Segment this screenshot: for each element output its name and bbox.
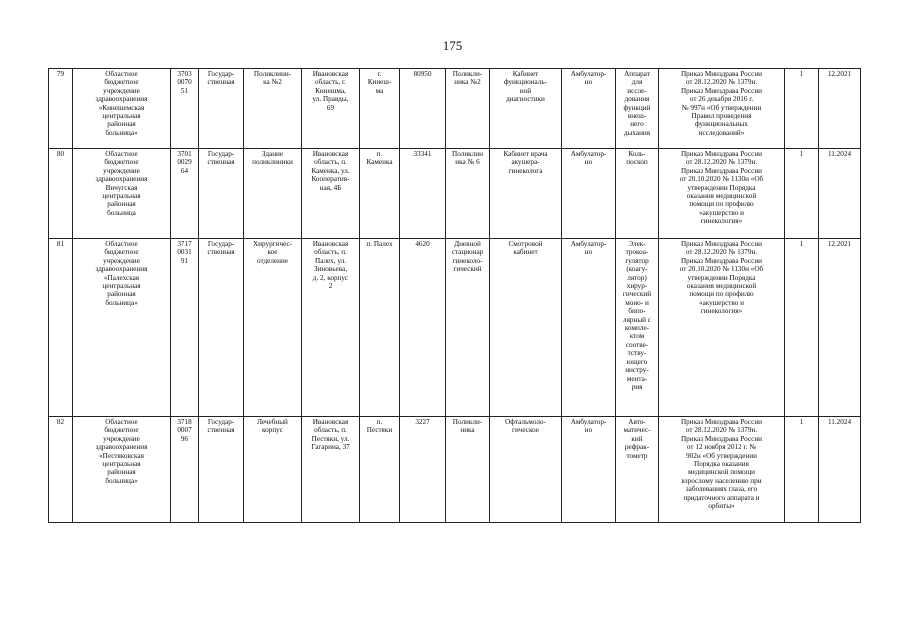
- cell-oktmo: 3227: [400, 417, 446, 523]
- cell-qty: 1: [785, 69, 819, 149]
- cell-equipment: Авто- матичес- кий рефрак- тометр: [616, 417, 659, 523]
- cell-address: Ивановская область, п. Каменка, ул. Кооператив- ная, 4Б: [302, 149, 360, 239]
- cell-settlement: п. Палех: [360, 239, 400, 417]
- cell-room: Кабинет функциональ- ной диагностики: [490, 69, 562, 149]
- cell-form: Государ- ственная: [199, 69, 244, 149]
- cell-care: Амбулатор- но: [562, 239, 616, 417]
- cell-room: Кабинет врача акушера- гинеколога: [490, 149, 562, 239]
- cell-form: Государ- ственная: [199, 149, 244, 239]
- cell-code: 3701 0029 64: [171, 149, 199, 239]
- cell-qty: 1: [785, 149, 819, 239]
- equipment-register-table: [48, 68, 861, 523]
- cell-oktmo: 33341: [400, 149, 446, 239]
- cell-order: Приказ Минздрава России от 28.12.2020 № 1379н. Приказ Минздрава России от 12 ноября 2012 г. № 902н «Об утверждении Порядка оказания медицинской помощи взрослому населению при заболеваниях глаза, его придаточного аппарата и орбиты»: [659, 417, 785, 523]
- table-row: [49, 417, 861, 523]
- cell-unit: Лечебный корпус: [244, 417, 302, 523]
- cell-address: Ивановская область, г. Кинешма, ул. Правды, 69: [302, 69, 360, 149]
- cell-address: Ивановская область, п. Палех, ул. Зиновьева, д. 2, корпус 2: [302, 239, 360, 417]
- cell-settlement: п. Каменка: [360, 149, 400, 239]
- cell-room: Офтальмоло- гическое: [490, 417, 562, 523]
- cell-settlement: г. Кинеш- ма: [360, 69, 400, 149]
- cell-num: 82: [49, 417, 73, 523]
- cell-date: 12.2021: [819, 69, 861, 149]
- cell-order: Приказ Минздрава России от 28.12.2020 № 1379н. Приказ Минздрава России от 26 декабря 2016 г. № 997н «Об утверждении Правил проведения функциональных исследований»: [659, 69, 785, 149]
- cell-unit: Поликлини- ка №2: [244, 69, 302, 149]
- cell-order: Приказ Минздрава России от 28.12.2020 № 1379н. Приказ Минздрава России от 20.10.2020 № 1130н «Об утверждении Порядка оказания медицинской помощи по профилю «акушерство и гинекология»: [659, 149, 785, 239]
- cell-date: 11.2024: [819, 149, 861, 239]
- cell-dept: Поликлин ика № 6: [446, 149, 490, 239]
- cell-dept: Поликли- ника: [446, 417, 490, 523]
- cell-date: 11.2024: [819, 417, 861, 523]
- cell-equipment: Аппарат для иссле- дования функций внеш- него дыхания: [616, 69, 659, 149]
- cell-care: Амбулатор- но: [562, 69, 616, 149]
- cell-num: 80: [49, 149, 73, 239]
- cell-code: 3717 0031 91: [171, 239, 199, 417]
- cell-oktmo: 4620: [400, 239, 446, 417]
- cell-unit: Здание поликлиники: [244, 149, 302, 239]
- cell-unit: Хирургичес- кое отделение: [244, 239, 302, 417]
- page-number: 175: [442, 38, 463, 53]
- cell-oktmo: 80950: [400, 69, 446, 149]
- cell-dept: Дневной стационар гинеколо- гический: [446, 239, 490, 417]
- cell-settlement: п. Пестяки: [360, 417, 400, 523]
- table-row: [49, 149, 861, 239]
- cell-qty: 1: [785, 239, 819, 417]
- cell-qty: 1: [785, 417, 819, 523]
- cell-org: Областное бюджетное учреждение здравоохранения «Пестяковская центральная районная больница»: [73, 417, 171, 523]
- cell-code: 3703 0070 51: [171, 69, 199, 149]
- cell-address: Ивановская область, п. Пестяки, ул. Гагарина, 37: [302, 417, 360, 523]
- cell-code: 3718 0007 96: [171, 417, 199, 523]
- cell-equipment: Элек- трокоа- гулятор (коагу- лятор) хирур- гический моно- и бипо- лярный с компле- ктом соотве- тству- ющего инстру- мента- рия: [616, 239, 659, 417]
- cell-num: 79: [49, 69, 73, 149]
- cell-equipment: Коль- поскоп: [616, 149, 659, 239]
- cell-care: Амбулатор- но: [562, 417, 616, 523]
- cell-org: Областное бюджетное учреждение здравоохранения Вичугская центральная районная больница: [73, 149, 171, 239]
- table-row: [49, 69, 861, 149]
- cell-dept: Поликли- ника №2: [446, 69, 490, 149]
- cell-form: Государ- ственная: [199, 239, 244, 417]
- cell-org: Областное бюджетное учреждение здравоохранения «Палехская центральная районная больница»: [73, 239, 171, 417]
- cell-org: Областное бюджетное учреждение здравоохранения «Кинешемская центральная районная больница»: [73, 69, 171, 149]
- cell-room: Смотровой кабинет: [490, 239, 562, 417]
- table-row: [49, 239, 861, 417]
- cell-care: Амбулатор- но: [562, 149, 616, 239]
- cell-order: Приказ Минздрава России от 28.12.2020 № 1379н. Приказ Минздрава России от 20.10.2020 № 1130н «Об утверждении Порядка оказания медицинской помощи по профилю «акушерство и гинекология»: [659, 239, 785, 417]
- cell-form: Государ- ственная: [199, 417, 244, 523]
- cell-date: 12.2021: [819, 239, 861, 417]
- cell-num: 81: [49, 239, 73, 417]
